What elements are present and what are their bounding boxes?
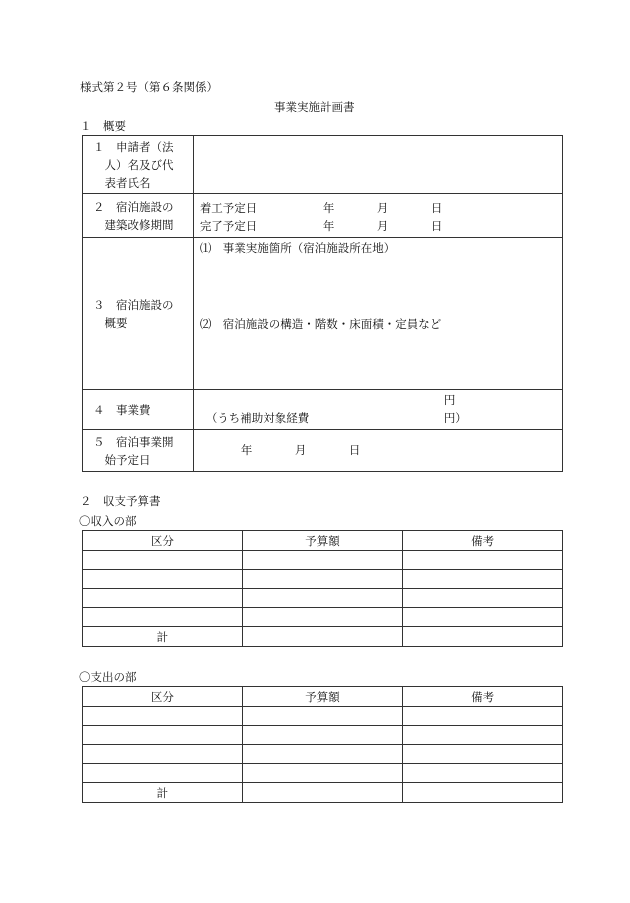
expense-header-category: 区分 [83,687,243,707]
expense-header-row [83,687,563,707]
page-title: 事業実施計画書 [274,100,355,114]
income-header-amount: 予算額 [242,531,403,551]
table-cell[interactable] [83,707,243,726]
table-row [83,764,563,783]
income-total-label: 計 [83,627,243,647]
expense-total-notes[interactable] [403,783,563,803]
table-cell[interactable] [83,551,243,570]
applicant-field[interactable] [193,136,562,194]
open-year: 年 [240,442,253,457]
facility-structure-item: ⑵ 宿泊施設の構造・階数・床面積・定員など [199,317,442,331]
end-year: 年 [322,218,335,233]
table-row [83,726,563,745]
income-table [82,530,563,647]
subsidy-label: （うち補助対象経費 [205,410,310,425]
table-cell[interactable] [83,745,243,764]
end-day: 日 [430,218,443,233]
cost-label: ４ 事業費 [83,390,194,430]
overview-row-start [83,430,563,472]
table-row [83,570,563,589]
start-field[interactable] [193,430,562,472]
open-month: 月 [294,442,307,457]
table-cell[interactable] [242,726,403,745]
table-cell[interactable] [242,551,403,570]
open-day: 日 [348,442,361,457]
table-row [83,589,563,608]
overview-row-period [83,194,563,238]
start-date-label: 着工予定日 [199,200,258,215]
table-cell[interactable] [403,608,563,627]
table-cell[interactable] [83,589,243,608]
table-cell[interactable] [403,726,563,745]
table-cell[interactable] [83,608,243,627]
table-cell[interactable] [242,707,403,726]
table-cell[interactable] [83,570,243,589]
table-cell[interactable] [242,608,403,627]
section2-heading: ２ 収支予算書 [80,494,161,508]
expense-header-amount: 予算額 [242,687,403,707]
start-year: 年 [322,200,335,215]
applicant-label: １ 申請者（法 人）名及び代 表者氏名 [83,136,194,194]
table-cell[interactable] [242,589,403,608]
table-cell[interactable] [403,745,563,764]
cost-yen: 円 [443,392,456,407]
expense-header-notes: 備考 [403,687,563,707]
table-row [83,707,563,726]
period-label: ２ 宿泊施設の 建築改修期間 [83,194,194,238]
end-date-label: 完了予定日 [199,218,258,233]
cost-field[interactable] [193,390,562,430]
table-cell[interactable] [403,570,563,589]
table-cell[interactable] [83,764,243,783]
income-header-notes: 備考 [403,531,563,551]
facility-field[interactable] [193,238,562,390]
table-row [83,745,563,764]
table-cell[interactable] [242,745,403,764]
income-total-amount[interactable] [242,627,403,647]
income-header-row [83,531,563,551]
table-cell[interactable] [403,589,563,608]
table-cell[interactable] [83,726,243,745]
expense-total-row [83,783,563,803]
start-month: 月 [376,200,389,215]
income-header-category: 区分 [83,531,243,551]
expense-total-label: 計 [83,783,243,803]
overview-row-facility [83,238,563,390]
income-title: 〇収入の部 [79,514,137,528]
table-cell[interactable] [403,764,563,783]
facility-label: ３ 宿泊施設の 概要 [83,238,194,390]
table-row [83,551,563,570]
overview-row-applicant [83,136,563,194]
expense-total-amount[interactable] [242,783,403,803]
table-cell[interactable] [242,570,403,589]
start-day: 日 [430,200,443,215]
form-number: 様式第２号（第６条関係） [80,80,218,94]
facility-location-item: ⑴ 事業実施箇所（宿泊施設所在地） [199,241,396,255]
expense-title: 〇支出の部 [79,670,137,684]
income-total-notes[interactable] [403,627,563,647]
income-total-row [83,627,563,647]
table-cell[interactable] [403,707,563,726]
subsidy-yen: 円） [443,410,467,425]
start-label: ５ 宿泊事業開 始予定日 [83,430,194,472]
overview-table [82,135,563,472]
table-cell[interactable] [403,551,563,570]
table-row [83,608,563,627]
period-field[interactable] [193,194,562,238]
section1-heading: １ 概要 [80,119,126,133]
expense-table [82,686,563,803]
overview-row-cost [83,390,563,430]
end-month: 月 [376,218,389,233]
table-cell[interactable] [242,764,403,783]
